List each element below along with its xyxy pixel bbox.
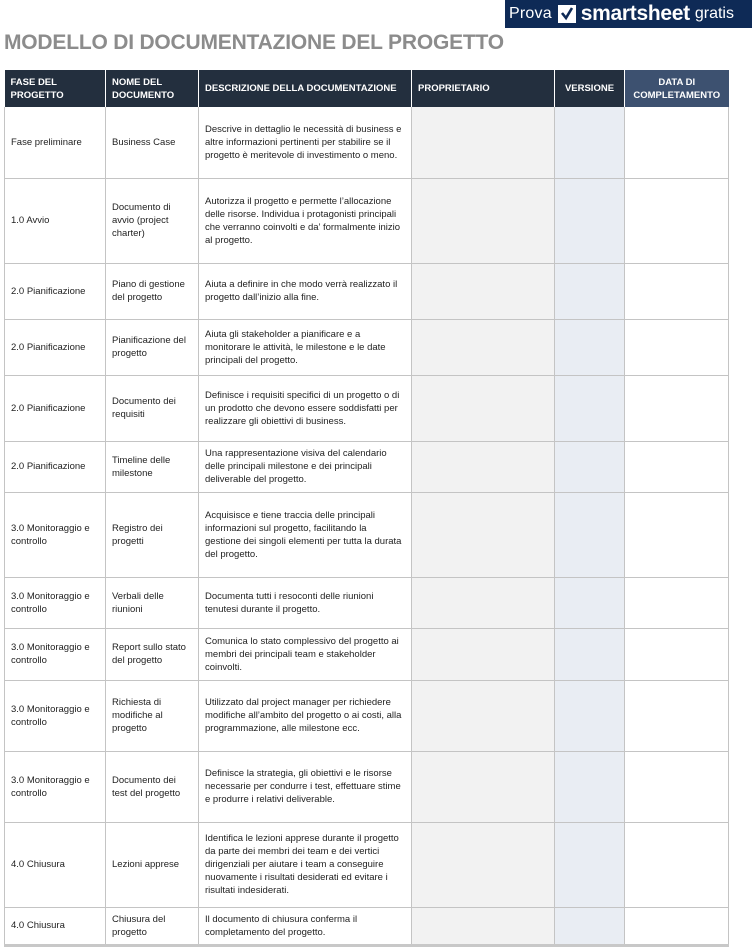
nome-cell: Documento di avvio (project charter): [106, 178, 199, 263]
table-row: [5, 375, 729, 441]
banner-brand-text: smartsheet: [580, 2, 690, 25]
table-header-row: [5, 70, 729, 107]
fase-cell: 2.0 Pianificazione: [5, 263, 106, 319]
descrizione-cell: Definisce la strategia, gli obiettivi e le risorse necessarie per condurre i test, effettuare stime e produrre i relativi deliverable.: [199, 751, 412, 822]
versione-cell[interactable]: [555, 680, 625, 751]
table-row: [5, 319, 729, 375]
descrizione-cell: Aiuta gli stakeholder a pianificare e a monitorare le attività, le milestone e le date principali del progetto.: [199, 319, 412, 375]
versione-cell[interactable]: [555, 751, 625, 822]
header-data: DATA DI COMPLETAMENTO: [625, 70, 729, 107]
header-nome: NOME DEL DOCUMENTO: [106, 70, 199, 107]
proprietario-cell[interactable]: [412, 907, 555, 945]
descrizione-cell: Una rappresentazione visiva del calendario delle principali milestone e dei principali deliverable del progetto.: [199, 441, 412, 492]
data-cell[interactable]: [625, 263, 729, 319]
fase-cell: 3.0 Monitoraggio e controllo: [5, 751, 106, 822]
fase-cell: 3.0 Monitoraggio e controllo: [5, 680, 106, 751]
versione-cell[interactable]: [555, 577, 625, 628]
table-row: [5, 107, 729, 178]
versione-cell[interactable]: [555, 822, 625, 907]
descrizione-cell: Il documento di chiusura conferma il completamento del progetto.: [199, 907, 412, 945]
banner-prova-text: Prova: [509, 5, 552, 22]
proprietario-cell[interactable]: [412, 751, 555, 822]
versione-cell[interactable]: [555, 263, 625, 319]
table-row: [5, 441, 729, 492]
proprietario-cell[interactable]: [412, 263, 555, 319]
versione-cell[interactable]: [555, 319, 625, 375]
fase-cell: 1.0 Avvio: [5, 178, 106, 263]
versione-cell[interactable]: [555, 178, 625, 263]
descrizione-cell: Autorizza il progetto e permette l’allocazione delle risorse. Individua i protagonisti principali che verranno coinvolti e da’ formalmente inizio al progetto.: [199, 178, 412, 263]
versione-cell[interactable]: [555, 375, 625, 441]
nome-cell: Documento dei requisiti: [106, 375, 199, 441]
fase-cell: 3.0 Monitoraggio e controllo: [5, 577, 106, 628]
nome-cell: Verbali delle riunioni: [106, 577, 199, 628]
data-cell[interactable]: [625, 107, 729, 178]
fase-cell: 2.0 Pianificazione: [5, 441, 106, 492]
versione-cell[interactable]: [555, 441, 625, 492]
header-versione: VERSIONE: [555, 70, 625, 107]
proprietario-cell[interactable]: [412, 577, 555, 628]
descrizione-cell: Aiuta a definire in che modo verrà realizzato il progetto dall’inizio alla fine.: [199, 263, 412, 319]
table-row: [5, 492, 729, 577]
banner-gratis-text: gratis: [694, 5, 734, 22]
fase-cell: 2.0 Pianificazione: [5, 319, 106, 375]
proprietario-cell[interactable]: [412, 628, 555, 680]
data-cell[interactable]: [625, 822, 729, 907]
nome-cell: Lezioni apprese: [106, 822, 199, 907]
data-cell[interactable]: [625, 751, 729, 822]
proprietario-cell[interactable]: [412, 441, 555, 492]
data-cell[interactable]: [625, 375, 729, 441]
nome-cell: Timeline delle milestone: [106, 441, 199, 492]
descrizione-cell: Definisce i requisiti specifici di un progetto o di un prodotto che devono essere soddisfatti per realizzare gli obiettivi di business.: [199, 375, 412, 441]
nome-cell: Piano di gestione del progetto: [106, 263, 199, 319]
table-row: [5, 751, 729, 822]
versione-cell[interactable]: [555, 107, 625, 178]
data-cell[interactable]: [625, 441, 729, 492]
fase-cell: Fase preliminare: [5, 107, 106, 178]
descrizione-cell: Utilizzato dal project manager per richiedere modifiche all’ambito del progetto o ai costi, alla programmazione, alle milestone ecc.: [199, 680, 412, 751]
header-fase: FASE DEL PROGETTO: [5, 70, 106, 107]
fase-cell: 4.0 Chiusura: [5, 907, 106, 945]
data-cell[interactable]: [625, 907, 729, 945]
descrizione-cell: Acquisisce e tiene traccia delle principali informazioni sul progetto, facilitando la gestione dei singoli elementi per tutta la durata del progetto.: [199, 492, 412, 577]
proprietario-cell[interactable]: [412, 492, 555, 577]
page-title: MODELLO DI DOCUMENTAZIONE DEL PROGETTO: [4, 31, 504, 54]
proprietario-cell[interactable]: [412, 680, 555, 751]
proprietario-cell[interactable]: [412, 107, 555, 178]
smartsheet-checkmark-icon: [558, 5, 576, 23]
table-row: [5, 907, 729, 945]
nome-cell: Business Case: [106, 107, 199, 178]
proprietario-cell[interactable]: [412, 178, 555, 263]
fase-cell: 3.0 Monitoraggio e controllo: [5, 628, 106, 680]
nome-cell: Registro dei progetti: [106, 492, 199, 577]
table-row: [5, 680, 729, 751]
data-cell[interactable]: [625, 492, 729, 577]
proprietario-cell[interactable]: [412, 319, 555, 375]
table-row: [5, 822, 729, 907]
nome-cell: Report sullo stato del progetto: [106, 628, 199, 680]
table-row: [5, 628, 729, 680]
proprietario-cell[interactable]: [412, 375, 555, 441]
descrizione-cell: Documenta tutti i resoconti delle riunioni tenutesi durante il progetto.: [199, 577, 412, 628]
nome-cell: Pianificazione del progetto: [106, 319, 199, 375]
nome-cell: Chiusura del progetto: [106, 907, 199, 945]
versione-cell[interactable]: [555, 492, 625, 577]
data-cell[interactable]: [625, 577, 729, 628]
documentation-table: [4, 70, 729, 947]
data-cell[interactable]: [625, 178, 729, 263]
smartsheet-trial-banner[interactable]: [505, 0, 752, 28]
header-descrizione: DESCRIZIONE DELLA DOCUMENTAZIONE: [199, 70, 412, 107]
table-row: [5, 577, 729, 628]
fase-cell: 2.0 Pianificazione: [5, 375, 106, 441]
versione-cell[interactable]: [555, 628, 625, 680]
descrizione-cell: Descrive in dettaglio le necessità di business e altre informazioni pertinenti per stabilire se il progetto è meritevole di investimento o meno.: [199, 107, 412, 178]
descrizione-cell: Identifica le lezioni apprese durante il progetto da parte dei membri dei team e dei vertici dirigenziali per aiutare i team a conseguire nuovamente i risultati desiderati ed evitare i risultati indesiderati.: [199, 822, 412, 907]
data-cell[interactable]: [625, 628, 729, 680]
data-cell[interactable]: [625, 319, 729, 375]
table-row: [5, 178, 729, 263]
header-proprietario: PROPRIETARIO: [412, 70, 555, 107]
nome-cell: Richiesta di modifiche al progetto: [106, 680, 199, 751]
versione-cell[interactable]: [555, 907, 625, 945]
table-row: [5, 263, 729, 319]
data-cell[interactable]: [625, 680, 729, 751]
descrizione-cell: Comunica lo stato complessivo del progetto ai membri dei principali team e stakeholder coinvolti.: [199, 628, 412, 680]
fase-cell: 3.0 Monitoraggio e controllo: [5, 492, 106, 577]
proprietario-cell[interactable]: [412, 822, 555, 907]
nome-cell: Documento dei test del progetto: [106, 751, 199, 822]
fase-cell: 4.0 Chiusura: [5, 822, 106, 907]
